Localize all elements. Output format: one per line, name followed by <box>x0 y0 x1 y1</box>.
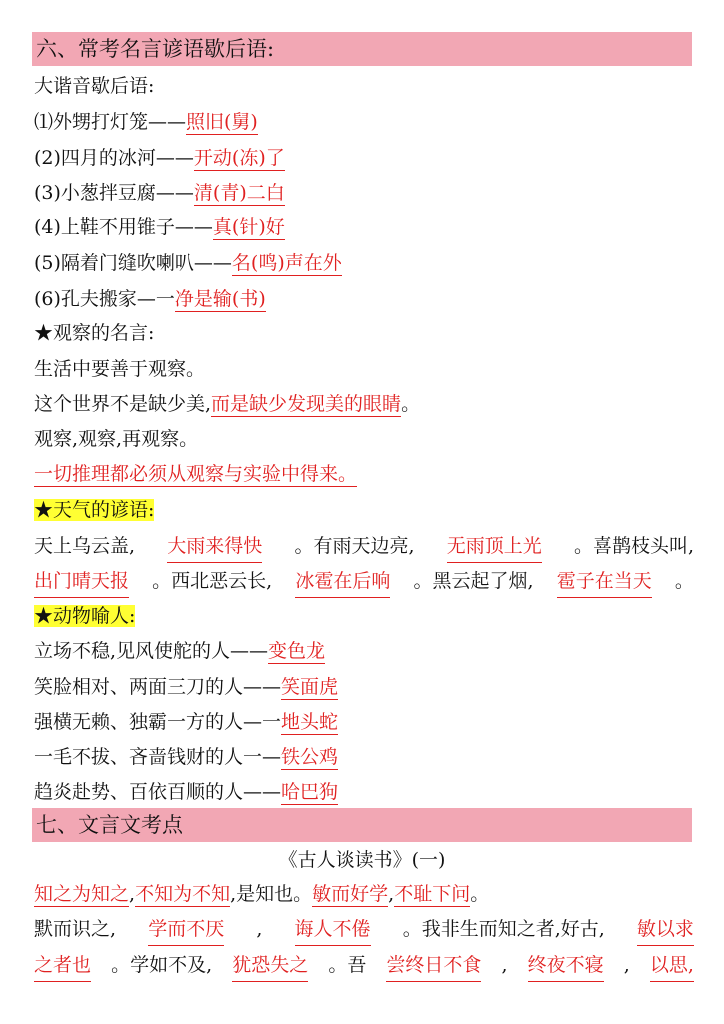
item-prefix: 一毛不拔、吝啬钱财的人一— <box>34 746 282 768</box>
item-prefix: (2)四月的冰河—— <box>34 147 194 169</box>
underlined-answer: 学而不厌 <box>148 914 224 946</box>
xiehouyu-item-5 <box>34 248 342 278</box>
underlined-answer: 不知为不知 <box>135 883 231 905</box>
item-prefix: ⑴外甥打灯笼—— <box>34 111 187 133</box>
item-answer: 真(针)好 <box>212 216 285 238</box>
xiehouyu-item-2 <box>34 143 285 173</box>
animal-heading <box>34 601 135 631</box>
item-answer: 变色龙 <box>268 640 326 662</box>
animal-item-4 <box>34 742 338 772</box>
text-run: , <box>388 883 395 905</box>
text-run: 。有雨天边亮, <box>294 535 415 557</box>
text-run: 。吾 <box>328 954 367 976</box>
item-prefix: 趋炎赴势、百依百顺的人—— <box>34 781 282 803</box>
classical-para-line-2 <box>34 914 694 946</box>
text-run: 天上乌云盖, <box>34 535 136 557</box>
text-run: 。 <box>470 883 490 905</box>
underlined-answer: 而是缺少发现美的眼睛 <box>211 393 402 415</box>
underlined-answer: 终夜不寝 <box>528 950 604 982</box>
item-answer: 名(鸣)声在外 <box>231 252 342 274</box>
underlined-answer: 敏以求 <box>637 914 694 946</box>
animal-item-3 <box>34 707 338 737</box>
text-run: , <box>256 918 263 940</box>
item-answer: 净是输(书) <box>174 288 266 310</box>
xiehouyu-item-1 <box>34 107 258 137</box>
underlined-answer: 无雨顶上光 <box>447 531 542 563</box>
observe-line-1: 生活中要善于观察。 <box>34 358 206 380</box>
underlined-answer: 诲人不倦 <box>295 914 371 946</box>
item-prefix: (5)隔着门缝吹喇叭—— <box>34 252 232 274</box>
underlined-answer: 知之为知之 <box>34 883 130 905</box>
item-prefix: (6)孔夫搬家—一 <box>34 288 175 310</box>
observe-heading: ★观察的名言: <box>34 322 155 344</box>
item-prefix: (3)小葱拌豆腐—— <box>34 182 194 204</box>
animal-item-1 <box>34 636 325 666</box>
item-answer: 哈巴狗 <box>281 781 339 803</box>
text-run: , <box>501 954 508 976</box>
weather-line-2 <box>34 566 694 598</box>
text-run: 。喜鹊枝头叫, <box>573 535 694 557</box>
text-run: 。 <box>401 393 421 415</box>
item-answer: 清(青)二白 <box>193 182 285 204</box>
item-answer: 铁公鸡 <box>281 746 339 768</box>
section-6-title: 六、常考名言谚语歇后语: <box>36 37 275 61</box>
underlined-answer: 以思, <box>650 950 694 982</box>
animal-item-2 <box>34 672 338 702</box>
text-run: 。学如不及, <box>111 954 213 976</box>
xiehouyu-item-3 <box>34 178 285 208</box>
underlined-answer: 雹子在当天 <box>557 566 652 598</box>
highlighted-heading: ★动物喻人: <box>34 605 136 627</box>
underlined-answer: 不耻下问 <box>394 883 471 905</box>
item-prefix: 强横无赖、独霸一方的人—一 <box>34 711 282 733</box>
item-answer: 地头蛇 <box>281 711 339 733</box>
highlighted-heading: ★天气的谚语: <box>34 499 155 521</box>
underlined-answer: 一切推理都必须从观察与实验中得来。 <box>34 463 358 485</box>
xiehouyu-item-6 <box>34 284 266 314</box>
underlined-answer: 大雨来得快 <box>167 531 262 563</box>
text-run: , <box>623 954 630 976</box>
weather-heading <box>34 495 154 525</box>
observe-line-2 <box>34 389 420 419</box>
observe-line-3: 观察,观察,再观察。 <box>34 428 199 450</box>
underlined-answer: 之者也 <box>34 950 91 982</box>
item-answer: 开动(冻)了 <box>193 147 285 169</box>
classical-text-title: 《古人谈读书》(一) <box>278 849 446 871</box>
underlined-answer: 犹恐失之 <box>232 950 308 982</box>
text-run: 。西北恶云长, <box>152 570 273 592</box>
underlined-answer: 冰雹在后响 <box>295 566 390 598</box>
item-answer: 照旧(舅) <box>186 111 258 133</box>
item-prefix: (4)上鞋不用锥子—— <box>34 216 213 238</box>
text-run: , <box>129 883 136 905</box>
animal-item-5 <box>34 777 338 807</box>
item-prefix: 笑脸相对、两面三刀的人—— <box>34 676 282 698</box>
text-run: ,是知也。 <box>230 883 313 905</box>
underlined-answer: 尝终日不食 <box>386 950 481 982</box>
underlined-answer: 出门晴天报 <box>34 566 129 598</box>
classical-para-line-1 <box>34 879 489 909</box>
text-run: 。黑云起了烟, <box>413 570 534 592</box>
text-run: 。 <box>674 570 694 592</box>
text-run: 。我非生而知之者,好古, <box>402 918 605 940</box>
section-7-title: 七、文言文考点 <box>36 813 183 837</box>
weather-line-1 <box>34 531 694 563</box>
classical-para-line-3 <box>34 950 694 982</box>
underlined-answer: 敏而好学 <box>312 883 389 905</box>
text-run: 这个世界不是缺少美, <box>34 393 212 415</box>
text-run: 默而识之, <box>34 918 117 940</box>
observe-line-4 <box>34 459 357 489</box>
item-answer: 笑面虎 <box>281 676 339 698</box>
homophone-heading: 大谐音歇后语: <box>34 75 155 97</box>
item-prefix: 立场不稳,见风使舵的人—— <box>34 640 269 662</box>
xiehouyu-item-4 <box>34 212 285 242</box>
